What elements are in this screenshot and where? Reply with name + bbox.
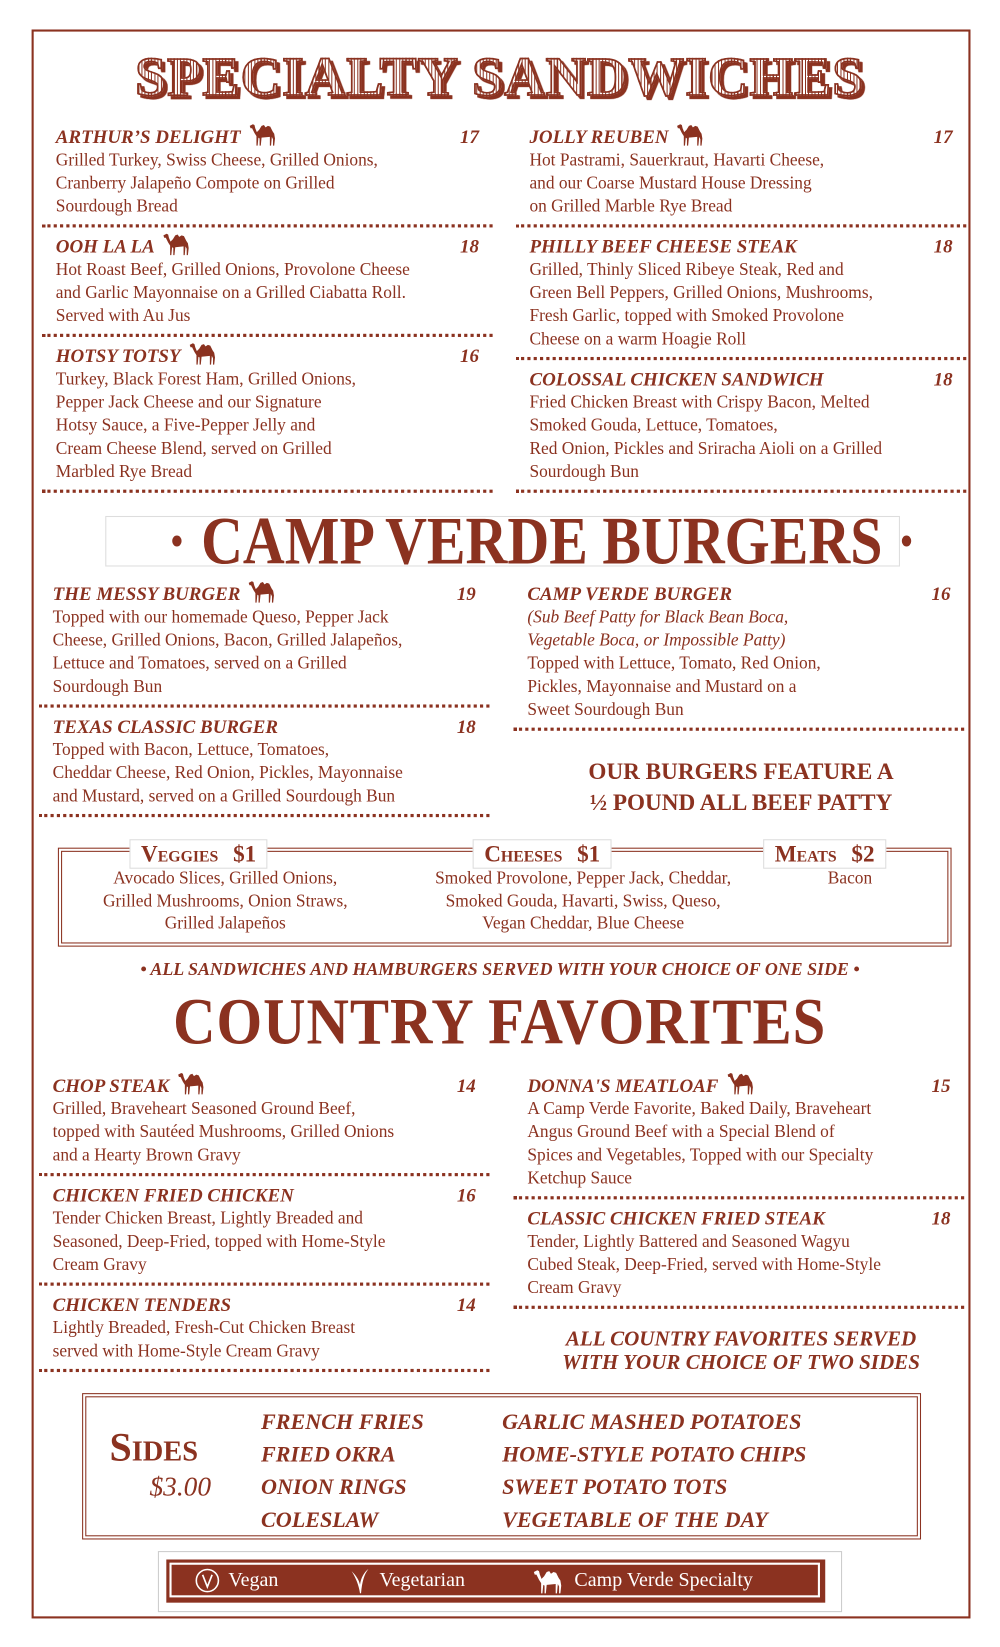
menu-item-name: PHILLY BEEF CHEESE STEAK (529, 235, 797, 257)
burgers-left-column (39, 582, 490, 824)
menu-item-note: Vegetable Boca, or Impossible Patty) (527, 629, 786, 650)
legend-label: Camp Verde Specialty (574, 1568, 753, 1591)
menu-item-title (529, 125, 952, 148)
menu-item-note: (Sub Beef Patty for Black Bean Boca, (527, 606, 789, 627)
menu-item-description: Red Onion, Pickles and Sriracha Aioli on a Grilled (529, 438, 883, 459)
menu-item-description: and our Coarse Mustard House Dressing (529, 172, 812, 193)
side-item: HOME-STYLE POTATO CHIPS (502, 1441, 807, 1467)
menu-item-description: Hot Pastrami, Sauerkraut, Havarti Cheese, (529, 149, 825, 170)
addon-line: Smoked Provolone, Pepper Jack, Cheddar, (435, 867, 732, 888)
feature-line: ½ POUND ALL BEEF PATTY (589, 788, 893, 816)
menu-item-description: Grilled Turkey, Swiss Cheese, Grilled Onions, (55, 149, 378, 170)
menu-item-description: Cream Gravy (52, 1254, 147, 1275)
menu-item-description: Pepper Jack Cheese and our Signature (55, 391, 322, 412)
menu-item-title (53, 1074, 476, 1097)
sides-column-1 (261, 1406, 424, 1537)
menu-item (514, 1207, 965, 1309)
menu-item-description: Topped with Lettuce, Tomato, Red Onion, (527, 652, 821, 673)
menu-item-price: 16 (459, 345, 479, 367)
side-item: FRENCH FRIES (261, 1408, 424, 1435)
legend (158, 1551, 842, 1612)
menu-item-name: JOLLY REUBEN (529, 126, 669, 148)
camel-icon (187, 340, 219, 365)
menu-item (42, 235, 493, 337)
side-item: GARLIC MASHED POTATOES (502, 1408, 802, 1435)
addon-line: Grilled Jalapeños (164, 912, 286, 933)
menu-item-description: Grilled, Thinly Sliced Ribeye Steak, Red and (529, 259, 844, 280)
feature-line: OUR BURGERS FEATURE A (588, 758, 894, 785)
menu-item (514, 582, 965, 730)
menu-item-name: CHOP STEAK (52, 1075, 170, 1097)
menu-item (39, 1184, 490, 1286)
addon-line: Bacon (827, 867, 873, 888)
menu-item-name: COLOSSAL CHICKEN SANDWICH (529, 368, 824, 390)
specialty-sandwiches-heading (0, 46, 1000, 108)
menu-item-price: 14 (456, 1294, 476, 1316)
specialty-left-column (42, 125, 493, 500)
menu-item-title (53, 715, 476, 738)
two-sides-note (516, 1328, 967, 1374)
menu-item-description: and Garlic Mayonnaise on a Grilled Ciabatta Roll. (55, 282, 406, 303)
menu-item-price: 16 (456, 1184, 476, 1206)
menu-item-description: Pickles, Mayonnaise and Mustard on a (527, 676, 797, 697)
menu-item-description: Served with Au Jus (55, 305, 191, 326)
menu-item (514, 1074, 965, 1199)
country-right-column (514, 1074, 965, 1316)
addon-line: Avocado Slices, Grilled Onions, (113, 867, 338, 888)
menu-item-description: Spices and Vegetables, Topped with our Specialty (527, 1144, 874, 1165)
addon-price: $1 (233, 840, 257, 867)
veggies-list (62, 867, 388, 935)
menu-item-price: 16 (931, 583, 951, 605)
menu-item-description: Ketchup Sauce (527, 1167, 633, 1188)
menu-item-price: 17 (459, 126, 479, 148)
legend-camp-verde-specialty (530, 1566, 753, 1593)
menu-item-description: Cheese on a warm Hoagie Roll (529, 328, 747, 349)
camel-icon (161, 231, 193, 256)
meats-list (763, 867, 937, 890)
menu-item-name: TEXAS CLASSIC BURGER (52, 716, 278, 738)
country-title: COUNTRY FAVORITES (173, 986, 827, 1059)
menu-item-description: on Grilled Marble Rye Bread (529, 195, 733, 216)
add-ons-box (58, 840, 952, 947)
menu-item-price: 19 (456, 583, 476, 605)
menu-item-price: 18 (933, 368, 953, 390)
menu-item (516, 235, 967, 360)
meats-tab (763, 839, 886, 868)
menu-item-description: Topped with our homemade Queso, Pepper Jack (52, 606, 389, 627)
side-item: ONION RINGS (261, 1474, 407, 1500)
side-item: SWEET POTATO TOTS (502, 1474, 728, 1500)
menu-item-description: Cheddar Cheese, Red Onion, Pickles, Mayonnaise (52, 762, 403, 783)
legend-inner (169, 1563, 820, 1598)
country-favorites-heading (0, 986, 1000, 1059)
menu-item-description: Cheese, Grilled Onions, Bacon, Grilled Jalapeños, (52, 629, 403, 650)
veggies-tab (129, 839, 267, 868)
menu-item-description: Green Bell Peppers, Grilled Onions, Mushrooms, (529, 282, 873, 303)
menu-item-description: Sourdough Bun (52, 676, 163, 697)
country-left-column (39, 1074, 490, 1379)
camel-icon (530, 1566, 566, 1593)
menu-item-description: Tender Chicken Breast, Lightly Breaded and (52, 1207, 363, 1228)
addon-label: Veggies (141, 840, 219, 867)
menu-item-description: Smoked Gouda, Lettuce, Tomatoes, (529, 414, 778, 435)
menu-item-description: Seasoned, Deep-Fried, topped with Home-Style (52, 1230, 386, 1251)
menu-item-description: Lightly Breaded, Fresh-Cut Chicken Breast (52, 1317, 356, 1338)
menu-item-name: CHICKEN TENDERS (52, 1294, 232, 1316)
menu-item-description: Lettuce and Tomatoes, served on a Grilled (52, 652, 347, 673)
addon-label: Meats (774, 840, 837, 867)
menu-item-name: OOH LA LA (55, 235, 155, 257)
legend-label: Vegetarian (379, 1568, 465, 1591)
menu-item-title (527, 582, 950, 605)
menu-item-title (53, 1184, 476, 1207)
sides-box (82, 1393, 921, 1539)
menu-item (42, 344, 493, 492)
menu-item (39, 1293, 490, 1372)
camel-icon (247, 121, 279, 146)
menu-item (39, 1074, 490, 1176)
menu-item (516, 125, 967, 227)
legend-vegetarian (350, 1566, 465, 1593)
menu-item-title (53, 1293, 476, 1316)
vegetarian-leaf-icon (350, 1566, 371, 1593)
menu-item-price: 17 (933, 126, 953, 148)
menu-item-description: Fresh Garlic, topped with Smoked Provolone (529, 305, 844, 326)
legend-label: Vegan (228, 1568, 279, 1591)
addon-label: Cheeses (484, 840, 563, 867)
note-line: ALL COUNTRY FAVORITES SERVED (565, 1327, 917, 1351)
menu-item-description: Angus Ground Beef with a Special Blend of (527, 1121, 835, 1142)
menu-item-description: Cream Gravy (527, 1277, 622, 1298)
sides-title: Sides (109, 1425, 199, 1470)
menu-item-description: served with Home-Style Cream Gravy (52, 1340, 320, 1361)
menu-item-price: 14 (456, 1075, 476, 1097)
menu-item-description: Cream Cheese Blend, served on Grilled (55, 438, 332, 459)
menu-item (42, 125, 493, 227)
camel-icon (675, 121, 707, 146)
menu-item-name: ARTHUR’S DELIGHT (55, 126, 241, 148)
menu-item-title (527, 1074, 950, 1097)
specialty-title: SPECIALTY SANDWICHES (135, 47, 865, 108)
menu-item-description: Hotsy Sauce, a Five-Pepper Jelly and (55, 414, 316, 435)
menu-item-description: Sweet Sourdough Bun (527, 699, 684, 720)
menu-item-title (529, 367, 952, 390)
menu-item-price: 18 (933, 235, 953, 257)
burgers-right-column (514, 582, 965, 738)
menu-item-price: 18 (459, 235, 479, 257)
menu-item-title (527, 1207, 950, 1230)
side-item: COLESLAW (261, 1506, 379, 1533)
menu-item-price: 18 (931, 1207, 951, 1229)
menu-item-description: topped with Sautéed Mushrooms, Grilled Onions (52, 1121, 395, 1142)
menu-item-name: CHICKEN FRIED CHICKEN (52, 1184, 294, 1206)
menu-item-description: Hot Roast Beef, Grilled Onions, Provolone Cheese (55, 259, 410, 280)
menu-item-name: DONNA'S MEATLOAF (527, 1075, 719, 1097)
menu-item-description: and a Hearty Brown Gravy (52, 1144, 241, 1165)
camel-icon (176, 1070, 208, 1095)
vegan-icon (195, 1567, 220, 1592)
note-line: WITH YOUR CHOICE OF TWO SIDES (562, 1350, 920, 1375)
menu-item-name: HOTSY TOTSY (55, 345, 181, 367)
addon-line: Grilled Mushrooms, Onion Straws, (102, 890, 348, 911)
burgers-title: · CAMP VERDE BURGERS · (167, 503, 917, 579)
menu-item-price: 18 (456, 716, 476, 738)
menu-item-price: 15 (931, 1075, 951, 1097)
menu-item-name: THE MESSY BURGER (52, 583, 241, 605)
addon-price: $1 (577, 840, 601, 867)
menu-item-title (56, 235, 479, 258)
menu-item-description: Topped with Bacon, Lettuce, Tomatoes, (52, 739, 330, 760)
menu-item-description: Marbled Rye Bread (55, 461, 193, 482)
menu-item (39, 582, 490, 707)
menu-item-name: CLASSIC CHICKEN FRIED STEAK (527, 1207, 825, 1229)
camel-icon (725, 1070, 757, 1095)
menu-item (516, 367, 967, 492)
cheeses-tab (473, 839, 612, 868)
cheeses-list (378, 867, 789, 935)
menu-item-description: Cranberry Jalapeño Compote on Grilled (55, 172, 335, 193)
burger-feature-note (516, 756, 967, 817)
sides-price: $3.00 (149, 1471, 212, 1502)
menu-item-description: Tender, Lightly Battered and Seasoned Wagyu (527, 1230, 850, 1251)
menu-item-description: Cubed Steak, Deep-Fried, served with Home-Style (527, 1254, 881, 1275)
menu-item-description: Fried Chicken Breast with Crispy Bacon, Melted (529, 391, 870, 412)
side-item: VEGETABLE OF THE DAY (502, 1506, 768, 1533)
menu-item-description: A Camp Verde Favorite, Baked Daily, Braveheart (527, 1098, 872, 1119)
one-side-note: • ALL SANDWICHES AND HAMBURGERS SERVED WITH YOUR CHOICE OF ONE SIDE • (140, 959, 860, 980)
menu-item-title (529, 235, 952, 258)
menu-item-description: Grilled, Braveheart Seasoned Ground Beef, (52, 1098, 356, 1119)
menu-item-description: Sourdough Bread (55, 195, 178, 216)
camel-icon (247, 578, 279, 603)
addon-price: $2 (851, 840, 875, 867)
menu-item-title (56, 125, 479, 148)
menu-item-title (56, 344, 479, 367)
legend-bar (166, 1559, 825, 1602)
sides-column-2 (502, 1406, 806, 1537)
menu-item-title (53, 582, 476, 605)
menu-item-name: CAMP VERDE BURGER (527, 583, 732, 605)
legend-vegan (195, 1567, 279, 1592)
menu-item-description: and Mustard, served on a Grilled Sourdough Bun (52, 785, 396, 806)
addon-line: Vegan Cheddar, Blue Cheese (482, 912, 685, 933)
burgers-heading (105, 503, 917, 579)
menu-item-description: Turkey, Black Forest Ham, Grilled Onions, (55, 368, 357, 389)
specialty-right-column (516, 125, 967, 500)
addon-line: Smoked Gouda, Havarti, Swiss, Queso, (445, 890, 721, 911)
menu-item-description: Sourdough Bun (529, 461, 639, 482)
menu-item (39, 715, 490, 817)
side-item: FRIED OKRA (261, 1441, 396, 1467)
